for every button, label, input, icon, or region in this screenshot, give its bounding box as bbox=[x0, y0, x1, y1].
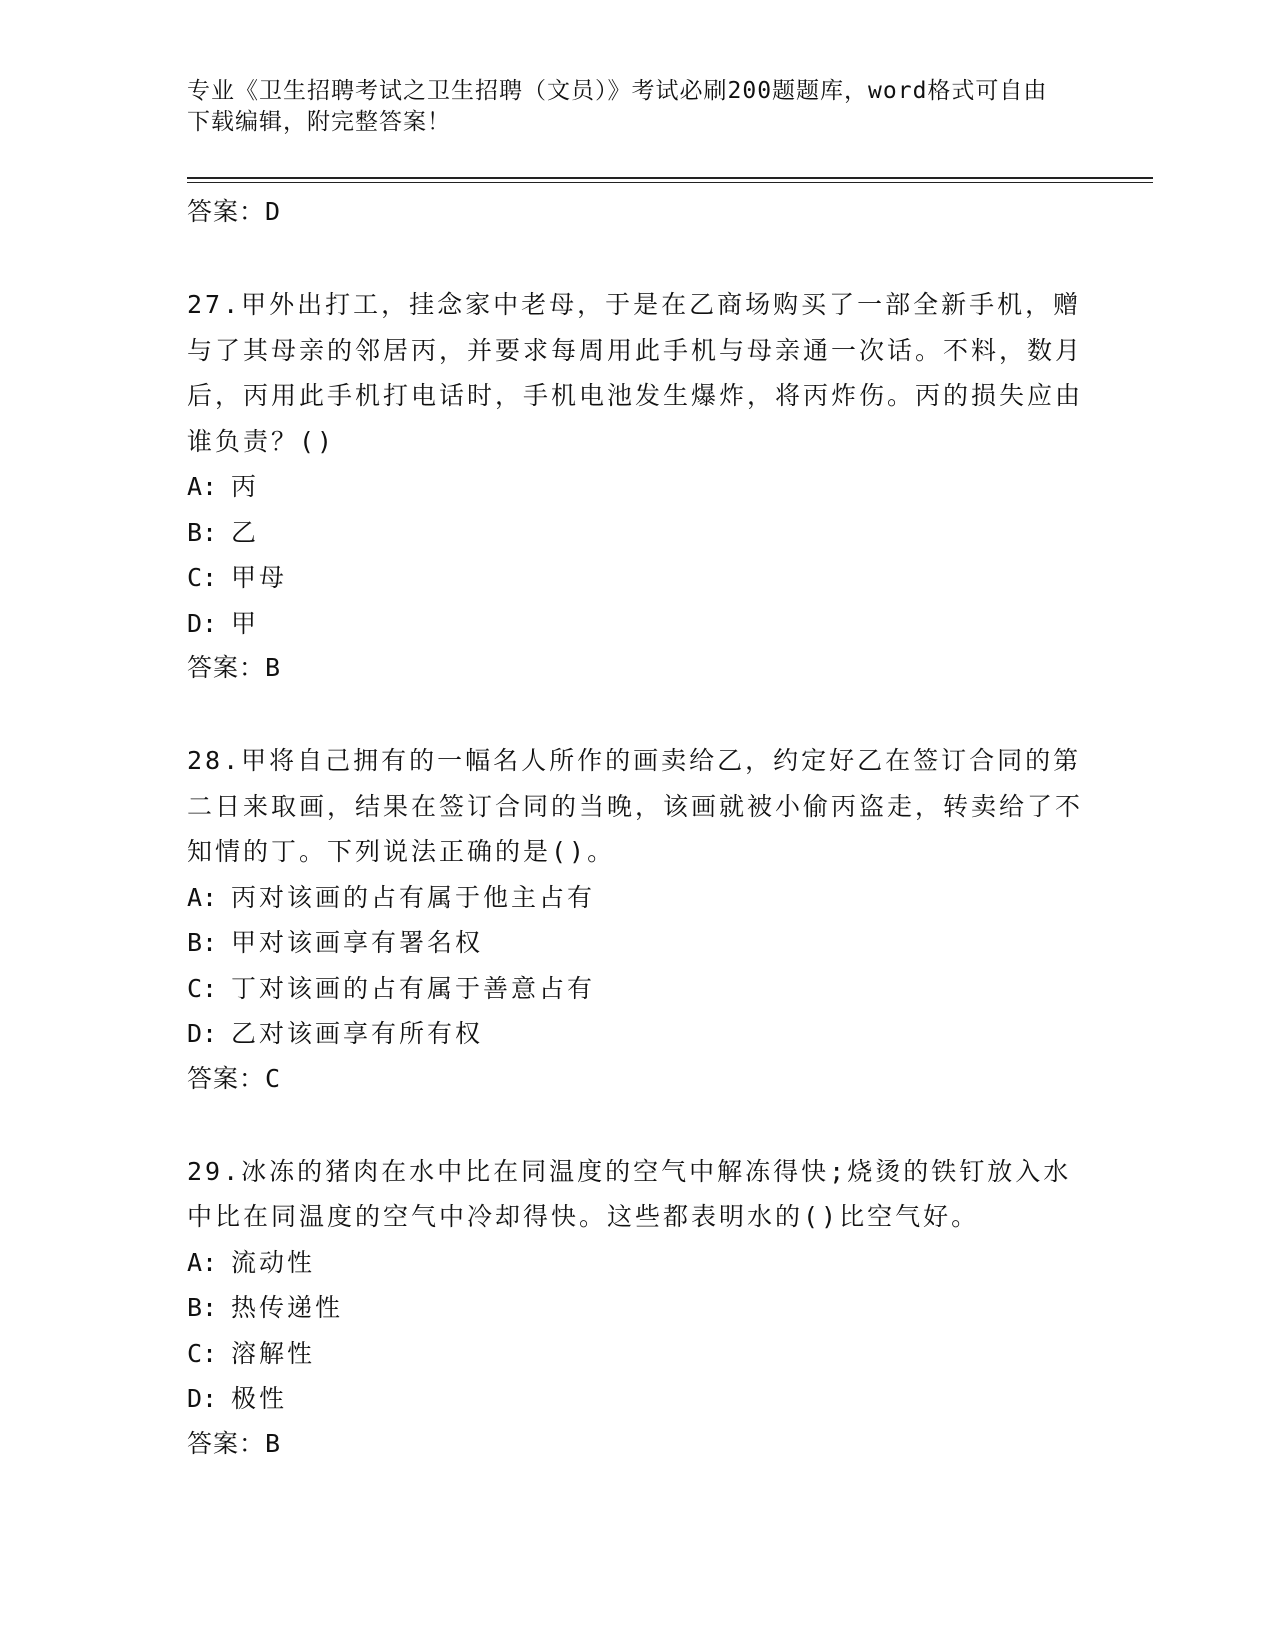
question-28 bbox=[187, 738, 1087, 1101]
option-d bbox=[187, 1011, 1087, 1057]
option-text: 丁对该画的占有属于善意占有 bbox=[231, 973, 596, 1003]
option-text: 丙对该画的占有属于他主占有 bbox=[231, 882, 596, 912]
option-key: C: bbox=[187, 973, 218, 1003]
option-key: D: bbox=[187, 608, 218, 638]
option-key: B: bbox=[187, 1293, 218, 1322]
option-d bbox=[187, 1376, 1087, 1422]
option-key: A: bbox=[187, 1247, 218, 1277]
option-text: 乙对该画享有所有权 bbox=[231, 1019, 484, 1048]
option-c bbox=[187, 1331, 1087, 1377]
header-divider bbox=[187, 177, 1153, 179]
option-a bbox=[187, 875, 1087, 921]
option-key: C: bbox=[187, 563, 218, 592]
option-key: C: bbox=[187, 1338, 218, 1368]
question-list bbox=[187, 190, 1087, 1466]
answer-line: 答案：B bbox=[187, 1428, 282, 1458]
option-text: 流动性 bbox=[231, 1247, 316, 1277]
previous-answer: 答案：D bbox=[187, 197, 282, 226]
question-27 bbox=[187, 282, 1087, 690]
option-b bbox=[187, 510, 1087, 556]
option-key: B: bbox=[187, 928, 218, 957]
option-text: 甲对该画享有署名权 bbox=[231, 928, 484, 957]
header-divider-thin bbox=[187, 182, 1153, 183]
option-text: 丙 bbox=[231, 472, 260, 501]
option-b bbox=[187, 1285, 1087, 1331]
option-text: 溶解性 bbox=[231, 1338, 316, 1368]
option-text: 热传递性 bbox=[231, 1293, 344, 1322]
option-text: 乙 bbox=[231, 517, 260, 547]
option-key: A: bbox=[187, 882, 218, 912]
option-a bbox=[187, 1240, 1087, 1286]
option-key: B: bbox=[187, 517, 218, 547]
option-text: 极性 bbox=[231, 1384, 288, 1413]
option-key: D: bbox=[187, 1384, 218, 1413]
question-stem: 29.冰冻的猪肉在水中比在同温度的空气中解冻得快;烧烫的铁钉放入水中比在同温度的空气中冷却得快。这些都表明水的()比空气好。 bbox=[187, 1156, 1072, 1231]
question-stem: 27.甲外出打工，挂念家中老母，于是在乙商场购买了一部全新手机，赠与了其母亲的邻居丙，并要求每周用此手机与母亲通一次话。不料，数月后，丙用此手机打电话时，手机电池发生爆炸，将丙炸伤。丙的损失应由谁负责？() bbox=[187, 290, 1084, 456]
option-c bbox=[187, 966, 1087, 1012]
option-key: A: bbox=[187, 472, 218, 501]
option-text: 甲 bbox=[231, 608, 260, 638]
option-key: D: bbox=[187, 1019, 218, 1048]
question-stem: 28.甲将自己拥有的一幅名人所作的画卖给乙，约定好乙在签订合同的第二日来取画，结果在签订合同的当晚，该画就被小偷丙盗走，转卖给了不知情的丁。下列说法正确的是()。 bbox=[187, 746, 1084, 866]
answer-line: 答案：B bbox=[187, 653, 282, 682]
answer-line: 答案：C bbox=[187, 1063, 282, 1093]
page-header-note: 专业《卫生招聘考试之卫生招聘（文员）》考试必刷200题题库，word格式可自由下载编辑，附完整答案！ bbox=[187, 78, 1048, 135]
option-b bbox=[187, 920, 1087, 966]
question-29 bbox=[187, 1149, 1087, 1466]
option-a bbox=[187, 464, 1087, 510]
option-text: 甲母 bbox=[231, 563, 288, 592]
option-c bbox=[187, 555, 1087, 601]
option-d bbox=[187, 601, 1087, 647]
